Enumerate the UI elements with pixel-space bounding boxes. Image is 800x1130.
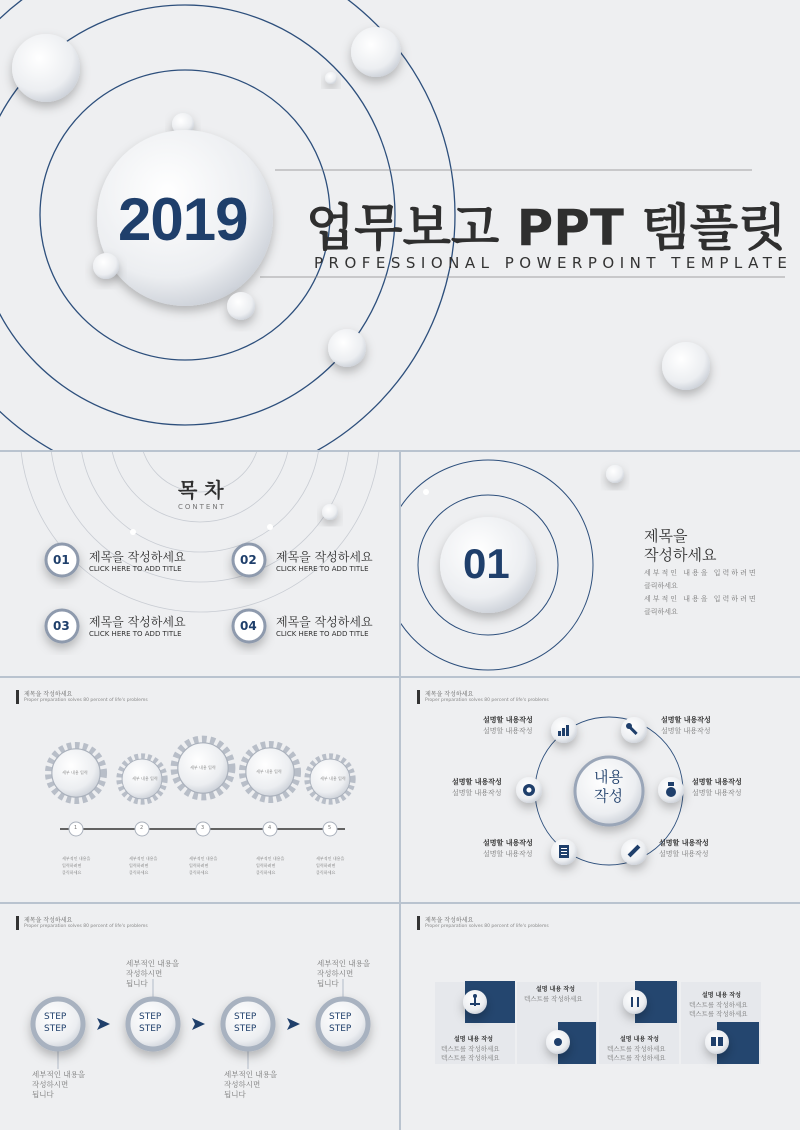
steps-slide[interactable] — [0, 904, 399, 1130]
step-label: STEP — [44, 1012, 67, 1022]
hub-center-line2: 작성 — [594, 787, 623, 805]
step-label: STEP — [329, 1012, 352, 1022]
gear-label: 세부 내용 입력 — [62, 770, 88, 775]
slide-subtitle: Proper preparation solves 80 percent of life's problems — [425, 924, 549, 929]
hub-item-title: 설명할 내용작성 — [452, 778, 502, 786]
section-body: 세부적인 내용을 입력하려면 — [644, 569, 758, 577]
cover-title: 업무보고 PPT 템플릿 — [306, 199, 787, 257]
card-desc: 텍스트를 작성하세요 — [607, 1054, 666, 1062]
step-desc: 세부적인 내용을 입력하려면 클릭하세요 — [256, 856, 285, 875]
section-orbits — [401, 452, 800, 676]
toc-subtitle: CONTENT — [178, 503, 226, 511]
step-number: 4 — [268, 825, 272, 831]
cover-subtitle: PROFESSIONAL POWERPOINT TEMPLATE — [314, 254, 793, 272]
hub-item-desc: 설명할 내용작성 — [483, 850, 533, 858]
toc-num: 03 — [53, 619, 70, 633]
gear-label: 세부 내용 입력 — [256, 769, 282, 774]
slide-subtitle: Proper preparation solves 80 percent of life's problems — [24, 698, 148, 703]
step-note: 세부적인 내용을 작성하시면 됩니다 — [224, 1070, 278, 1099]
slide-title: 제목을 작성하세요 — [24, 691, 73, 698]
hub-item-desc: 설명할 내용작성 — [483, 727, 533, 735]
step-note: 세부적인 내용을 작성하시면 됩니다 — [317, 959, 371, 988]
hub-center-line1: 내용 — [594, 768, 623, 786]
toc-item-title[interactable]: 제목을 작성하세요 — [276, 550, 373, 564]
card-desc: 텍스트를 작성하세요 — [441, 1045, 500, 1053]
slide-title: 제목을 작성하세요 — [425, 691, 474, 698]
slide-title: 제목을 작성하세요 — [24, 917, 73, 924]
hub-item-desc: 설명할 내용작성 — [659, 850, 709, 858]
toc-item-sub: CLICK HERE TO ADD TITLE — [89, 565, 182, 573]
section-body: 클릭하세요 — [644, 608, 678, 616]
cover-year: 2019 — [118, 186, 248, 253]
hub-item-title: 설명할 내용작성 — [483, 716, 533, 724]
step-number: 2 — [140, 825, 144, 831]
step-note: 세부적인 내용을 작성하시면 됩니다 — [32, 1070, 86, 1099]
section-title-line1: 제목을 — [644, 527, 688, 545]
step-number: 1 — [74, 825, 78, 831]
step-label: STEP — [329, 1024, 352, 1034]
hub-item-title: 설명할 내용작성 — [483, 839, 533, 847]
document-icon — [559, 845, 569, 858]
section-slide[interactable] — [401, 452, 800, 676]
card-title: 설명 내용 작성 — [620, 1036, 659, 1043]
section-body: 클릭하세요 — [644, 582, 678, 590]
section-number: 01 — [463, 540, 510, 587]
toc-item-sub: CLICK HERE TO ADD TITLE — [89, 630, 182, 638]
hub-item-title: 설명할 내용작성 — [659, 839, 709, 847]
step-desc: 세부적인 내용을 입력하려면 클릭하세요 — [316, 856, 345, 875]
toc-item-sub: CLICK HERE TO ADD TITLE — [276, 630, 369, 638]
toc-item-title[interactable]: 제목을 작성하세요 — [89, 550, 186, 564]
slide-subtitle: Proper preparation solves 80 percent of life's problems — [425, 698, 549, 703]
toc-num: 02 — [240, 553, 257, 567]
hub-item-title: 설명할 내용작성 — [692, 778, 742, 786]
step-desc: 세부적인 내용을 입력하려면 클릭하세요 — [129, 856, 158, 875]
step-label: STEP — [44, 1024, 67, 1034]
toc-title: 목 차 — [178, 478, 224, 502]
card-desc: 텍스트를 작성하세요 — [689, 1010, 748, 1018]
toc-item-title[interactable]: 제목을 작성하세요 — [276, 615, 373, 629]
toc-item-title[interactable]: 제목을 작성하세요 — [89, 615, 186, 629]
toc-num: 01 — [53, 553, 70, 567]
card-title: 설명 내용 작성 — [536, 986, 575, 993]
slide-subtitle: Proper preparation solves 80 percent of life's problems — [24, 924, 148, 929]
step-desc: 세부적인 내용을 입력하려면 클릭하세요 — [189, 856, 218, 875]
toc-slide[interactable] — [0, 452, 399, 676]
step-label: STEP — [234, 1024, 257, 1034]
hub-item-desc: 설명할 내용작성 — [661, 727, 711, 735]
gears-slide[interactable] — [0, 678, 399, 902]
section-body: 세부적인 내용을 입력하려면 — [644, 595, 758, 603]
step-number: 3 — [201, 825, 205, 831]
gear-label: 세부 내용 입력 — [320, 776, 346, 781]
card-desc: 텍스트를 작성하세요 — [441, 1054, 500, 1062]
toc-item-sub: CLICK HERE TO ADD TITLE — [276, 565, 369, 573]
hub-item-desc: 설명할 내용작성 — [692, 789, 742, 797]
gear-icon — [523, 784, 535, 796]
hub-item-title: 설명할 내용작성 — [661, 716, 711, 724]
card-desc: 텍스트를 작성하세요 — [689, 1001, 748, 1009]
gear-label: 세부 내용 입력 — [190, 765, 216, 770]
card-desc: 텍스트를 작성하세요 — [524, 995, 583, 1003]
step-number: 5 — [328, 825, 332, 831]
step-label: STEP — [234, 1012, 257, 1022]
card-title: 설명 내용 작성 — [702, 992, 741, 999]
sun-icon — [554, 1038, 562, 1046]
step-desc: 세부적인 내용을 입력하려면 클릭하세요 — [62, 856, 91, 875]
cover-slide[interactable] — [0, 0, 800, 450]
step-label: STEP — [139, 1012, 162, 1022]
gear-label: 세부 내용 입력 — [132, 776, 158, 781]
cards-slide[interactable] — [401, 904, 800, 1130]
step-note: 세부적인 내용을 작성하시면 됩니다 — [126, 959, 180, 988]
hub-slide[interactable] — [401, 678, 800, 902]
card-title: 설명 내용 작성 — [454, 1036, 493, 1043]
step-label: STEP — [139, 1024, 162, 1034]
card-desc: 텍스트를 작성하세요 — [607, 1045, 666, 1053]
hub-item-desc: 설명할 내용작성 — [452, 789, 502, 797]
slide-title: 제목을 작성하세요 — [425, 917, 474, 924]
section-title-line2: 작성하세요 — [644, 546, 717, 564]
toc-num: 04 — [240, 619, 257, 633]
